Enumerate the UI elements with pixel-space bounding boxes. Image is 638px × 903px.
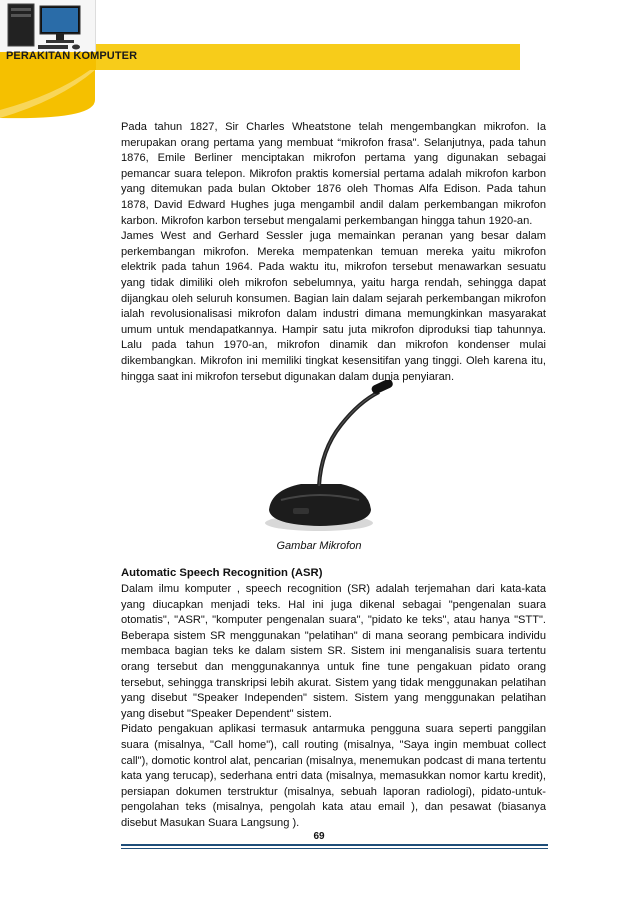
footer-rule-thin: [121, 848, 548, 849]
section-title: Automatic Speech Recognition (ASR): [121, 567, 323, 579]
footer-rule: [121, 844, 548, 846]
paragraph: Pidato pengakuan aplikasi termasuk antarmuka pengguna suara seperti panggilan suara (misalnya, "Call home"), call routing (misalnya, "Saya ingin membuat collect call"), domotic kontrol alat, pencarian (misalnya, menemukan podcast di mana tertentu kata yang terucap), sederhana entri data (misalnya, memasukkan nomor kartu kredit), persiapan dokumen terstruktur (misalnya, sebuah laporan radiologi), pidato-untuk-pengolahan teks (misalnya, pengolah kata atau email ), dan pesawat (biasanya disebut Masukan Suara Langsung ).: [121, 723, 546, 829]
body-text-bottom: [121, 582, 546, 832]
paragraph: James West and Gerhard Sessler juga memainkan peranan yang besar dalam perkembangan mikrofon. Mereka mempatenkan temuan mereka yaitu mikrofon elektrik pada tahun 1964. Pada waktu itu, mikrofon tersebut menawarkan sesuatu yang tidak dimiliki oleh mikrofon sebelumnya, yaitu harga rendah, sehingga dapat dijangkau oleh seluruh konsumen. Bagian lain dalam sejarah perkembangan mikrofon ialah revolusionalisasi mikrofon dalam industri dimana memungkinkan masyarakat umum untuk mendapatkannya. Hampir satu juta mikrofon diproduksi tiap tahunnya. Lalu pada tahun 1970-an, mikrofon dinamik dan mikrofon kondenser mulai dikembangkan. Mikrofon ini memiliki tingkat kesensitifan yang tinggi. Oleh karena itu, hingga saat ini mikrofon tersebut digunakan dalam dunia penyiaran.: [121, 230, 546, 383]
microphone-image: [251, 380, 401, 535]
computer-thumbnail: [0, 0, 96, 52]
header-title: PERAKITAN KOMPUTER: [6, 50, 138, 62]
paragraph: Dalam ilmu komputer , speech recognition (SR) adalah terjemahan dari kata-kata yang diucapkan menjadi teks. Hal ini juga dikenal sebagai "pengenalan suara otomatis", "ASR", "komputer pengenalan suara", "pidato ke teks", atau hanya "STT". Beberapa sistem SR menggunakan "pelatihan" di mana seorang pembicara individu membaca bagian teks ke dalam sistem SR. Sistem ini menganalisis suara tertentu orang tersebut dan menggunakannya untuk fine tune pengakuan pidato orang tersebut, sehingga transkripsi lebih akurat. Sistem yang tidak menggunakan pelatihan yang disebut "Speaker Independen" sistem. Sistem yang menggunakan pelatihan yang disebut "Speaker Dependent" sistem.: [121, 583, 546, 720]
body-text-top: [121, 120, 546, 385]
page-number: 69: [313, 831, 325, 842]
figure-caption: Gambar Mikrofon: [276, 540, 362, 552]
paragraph: Pada tahun 1827, Sir Charles Wheatstone telah mengembangkan mikrofon. Ia merupakan orang pertama yang membuat “mikrofon frasa". Selanjutnya, pada tahun 1876, Emile Berliner menciptakan mikrofon pertama yang digunakan sebagai pemancar suara telepon. Mikrofon praktis komersial pertama adalah mikrofon karbon yang ditemukan pada bulan Oktober 1876 oleh Thomas Alfa Edison. Pada tahun 1878, David Edward Hughes juga mengambil andil dalam perkembangan mikrofon karbon. Mikrofon karbon tersebut mengalami perkembangan hingga tahun 1920-an.: [121, 121, 546, 227]
